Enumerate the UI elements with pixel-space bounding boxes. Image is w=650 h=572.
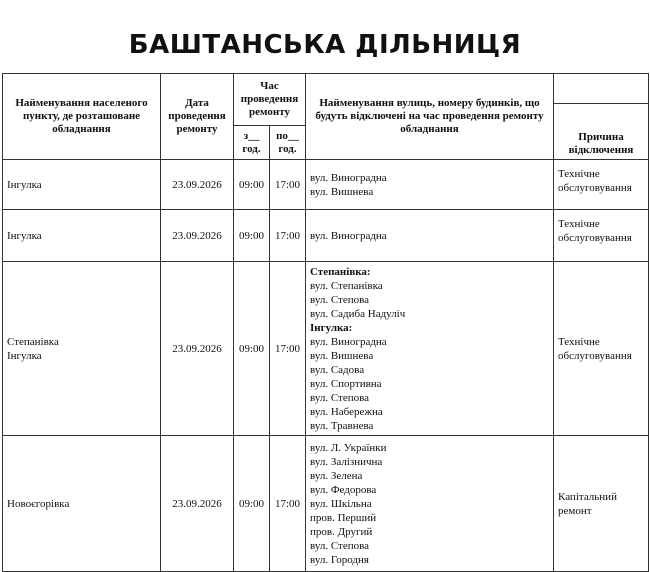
- settlement-name: Інгулка: [7, 349, 42, 362]
- streets-cell: [306, 436, 554, 572]
- header-streets: Найменування вулиць, номеру будинків, що будуть відключені на час проведення ремонту обладнання: [306, 74, 554, 160]
- settlement-cell: [3, 436, 161, 572]
- header-row-top: [3, 74, 649, 104]
- outage-schedule-table: [2, 73, 649, 572]
- settlement-cell: [3, 160, 161, 210]
- street-name: вул. Виноградна: [310, 335, 387, 348]
- time-to-cell: 17:00: [270, 160, 306, 210]
- street-name: вул. Федорова: [310, 483, 377, 496]
- date-cell: 23.09.2026: [161, 160, 234, 210]
- street-name: вул. Л. Українки: [310, 441, 387, 454]
- cause-cell: Капітальний ремонт: [554, 436, 649, 572]
- street-name: вул. Садиба Надуліч: [310, 307, 406, 320]
- time-to-cell: 17:00: [270, 210, 306, 262]
- settlement-cell: [3, 210, 161, 262]
- street-name: вул. Городня: [310, 553, 369, 566]
- street-name: вул. Степова: [310, 293, 370, 306]
- street-name: вул. Степова: [310, 539, 370, 552]
- street-name: пров. Другий: [310, 525, 373, 538]
- streets-cell: [306, 262, 554, 436]
- header-to: по__ год.: [270, 126, 306, 160]
- settlement-name: Степанівка: [7, 335, 59, 348]
- cause-cell: Технічне обслуговування: [554, 160, 649, 210]
- time-to-cell: 17:00: [270, 262, 306, 436]
- page-title: БАШТАНСЬКА ДІЛЬНИЦЯ: [128, 30, 522, 60]
- date-cell: 23.09.2026: [161, 210, 234, 262]
- street-name: вул. Садова: [310, 363, 365, 376]
- settlement-cell: [3, 262, 161, 436]
- street-name: вул. Набережна: [310, 405, 383, 418]
- table-row: [3, 262, 649, 436]
- time-from-cell: 09:00: [234, 210, 270, 262]
- header-from: з__ год.: [234, 126, 270, 160]
- street-name: вул. Вишнева: [310, 349, 374, 362]
- cause-cell: Технічне обслуговування: [554, 262, 649, 436]
- header-time: Час проведення ремонту: [234, 74, 306, 126]
- settlement-group-label: Степанівка:: [310, 265, 371, 278]
- street-name: вул. Травнева: [310, 419, 374, 432]
- time-to-cell: 17:00: [270, 436, 306, 572]
- settlement-name: Інгулка: [7, 178, 42, 191]
- street-name: вул. Виноградна: [310, 229, 387, 242]
- time-from-cell: 09:00: [234, 160, 270, 210]
- time-from-cell: 09:00: [234, 262, 270, 436]
- table-row: [3, 436, 649, 572]
- header-blank: [554, 74, 649, 104]
- settlement-group-label: Інгулка:: [310, 321, 353, 334]
- street-name: вул. Спортивна: [310, 377, 382, 390]
- date-cell: 23.09.2026: [161, 436, 234, 572]
- header-cause: Причина відключення: [554, 104, 649, 160]
- table-body: [3, 160, 649, 572]
- settlement-name: Інгулка: [7, 229, 42, 242]
- header-date: Дата проведення ремонту: [161, 74, 234, 160]
- header-settlement: Найменування населеного пункту, де розташоване обладнання: [3, 74, 161, 160]
- street-name: вул. Степанівка: [310, 279, 383, 292]
- date-cell: 23.09.2026: [161, 262, 234, 436]
- street-name: вул. Степова: [310, 391, 370, 404]
- time-from-cell: 09:00: [234, 436, 270, 572]
- settlement-name: Новоєгорівка: [7, 497, 70, 510]
- cause-cell: Технічне обслуговування: [554, 210, 649, 262]
- table-row: [3, 210, 649, 262]
- street-name: вул. Шкільна: [310, 497, 372, 510]
- street-name: вул. Виноградна: [310, 171, 387, 184]
- street-name: вул. Вишнева: [310, 185, 374, 198]
- street-name: пров. Перший: [310, 511, 377, 524]
- street-name: вул. Зелена: [310, 469, 363, 482]
- table-row: [3, 160, 649, 210]
- street-name: вул. Залізнична: [310, 455, 383, 468]
- streets-cell: [306, 210, 554, 262]
- streets-cell: [306, 160, 554, 210]
